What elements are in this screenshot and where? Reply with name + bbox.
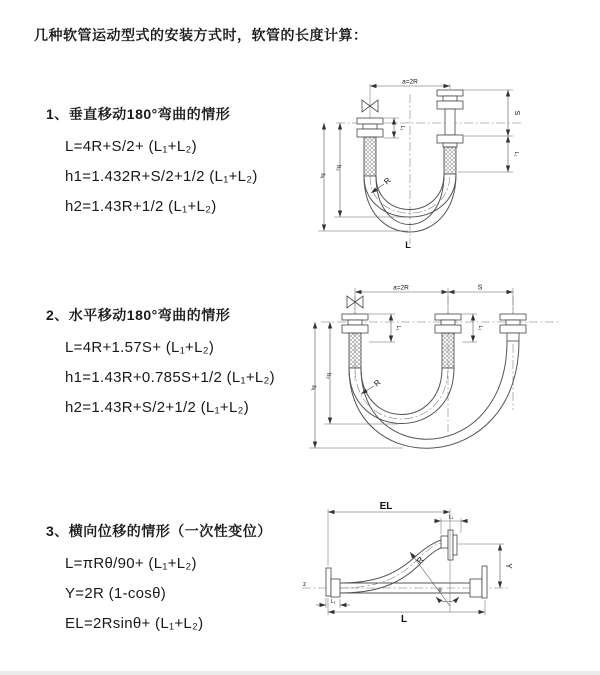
section-3-formulas: [65, 549, 272, 639]
section-2: [46, 305, 275, 423]
hose-fitting-left: [357, 118, 383, 176]
diagram-lateral-displacement: [298, 498, 513, 655]
section-1-heading: 1、垂直移动180°弯曲的情形: [46, 106, 231, 122]
dim-label-a2r: a=2R: [393, 284, 409, 292]
formula-el: EL=2Rsinθ+ (L₁+L₂): [65, 615, 204, 632]
section-1: [46, 104, 258, 222]
formula-h2: h2=1.43R+1/2 (L₁+L₂): [65, 198, 217, 215]
formula-l: L=4R+S/2+ (L₁+L₂): [65, 138, 197, 155]
flange-upper: [441, 530, 457, 560]
dim-label-h1: h₁: [310, 385, 316, 391]
flange-left: [326, 568, 340, 597]
radius-label: R: [372, 377, 383, 389]
dim-label-stroke: S: [477, 284, 483, 292]
diagram-vertical-move-180: [308, 76, 560, 254]
formula-l: L=πRθ/90+ (L₁+L₂): [65, 555, 197, 572]
length-label: L: [400, 614, 408, 625]
dim-label-fitting-length: L₁: [395, 325, 401, 331]
dim-label-stroke: S: [513, 110, 520, 116]
dim-label-h2: h₂: [325, 373, 331, 379]
section-2-formulas: [65, 333, 275, 423]
hose-fitting-right: [500, 314, 526, 341]
valve-icon: [347, 292, 363, 314]
hose-fitting-right: [437, 90, 463, 174]
diagram-horizontal-move-180: [303, 280, 575, 458]
dim-label-el: EL: [379, 501, 393, 512]
section-3-heading: 3、横向位移的情形（一次性变位）: [46, 523, 272, 539]
formula-h2: h2=1.43R+S/2+1/2 (L₁+L₂): [65, 399, 250, 416]
dim-label-h2: h₂: [335, 165, 341, 171]
dim-label-fitting-length: L₁: [513, 151, 519, 157]
dim-label-h1: h₁: [319, 173, 325, 179]
radius-label: R: [382, 175, 393, 187]
dim-label-a2r: a=2R: [402, 78, 418, 86]
section-3: [46, 521, 272, 639]
formula-y: Y=2R (1-cosθ): [65, 585, 167, 602]
dim-label-y: Y: [504, 563, 513, 569]
dim-label-fitting-length: L₁: [477, 325, 483, 331]
dim-label-l1: L₁: [330, 599, 336, 605]
section-1-formulas: [65, 132, 258, 222]
formula-l: L=4R+1.57S+ (L₁+L₂): [65, 339, 215, 356]
formula-h1: h1=1.43R+0.785S+1/2 (L₁+L₂): [65, 369, 275, 386]
length-label: L: [405, 240, 411, 250]
dim-label-l1: L₁: [448, 514, 454, 521]
centerline-mark: z: [303, 582, 306, 588]
page-title: 几种软管运动型式的安装方式时，软管的长度计算：: [34, 27, 368, 43]
formula-h1: h1=1.432R+S/2+1/2 (L₁+L₂): [65, 168, 258, 185]
radius-label: R: [414, 555, 426, 566]
dim-label-theta: θ: [438, 588, 442, 594]
section-2-heading: 2、水平移动180°弯曲的情形: [46, 307, 231, 323]
dim-label-fitting-length: L₁: [399, 125, 405, 131]
page-bottom-edge: [0, 671, 600, 675]
valve-icon: [362, 92, 378, 118]
flange-right: [470, 566, 487, 598]
